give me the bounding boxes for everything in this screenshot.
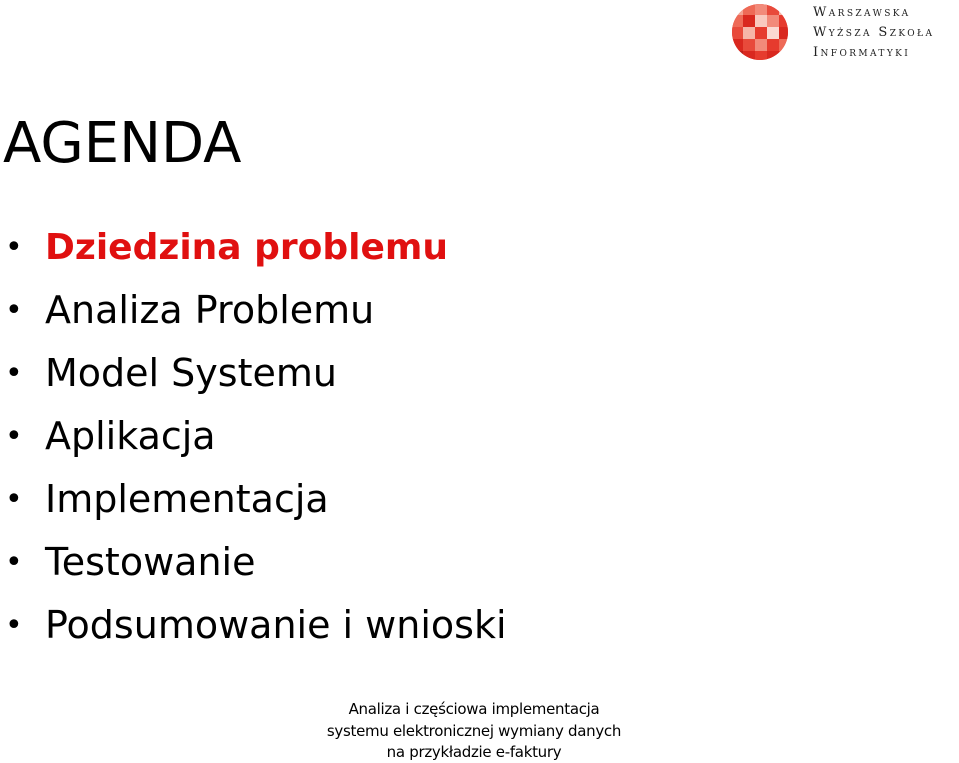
agenda-list xyxy=(0,216,507,657)
slide-footer xyxy=(300,699,648,763)
bullet-icon: • xyxy=(5,356,23,391)
agenda-item xyxy=(0,279,507,342)
footer-line-3: na przykładzie e-faktury xyxy=(386,743,562,761)
university-name-line-2: Wyższa Szkoła xyxy=(813,25,935,40)
university-name-line-1: Warszawska xyxy=(813,5,911,20)
agenda-item xyxy=(0,342,507,405)
bullet-icon: • xyxy=(5,230,23,265)
university-name xyxy=(813,3,957,63)
footer-line-1: Analiza i częściowa implementacja xyxy=(348,700,600,718)
agenda-item xyxy=(0,531,507,594)
slide-title: AGENDA xyxy=(3,111,242,176)
footer-line-2: systemu elektronicznej wymiany danych xyxy=(326,721,622,740)
university-logo xyxy=(731,3,957,63)
agenda-item xyxy=(0,405,507,468)
agenda-item-label: Analiza Problemu xyxy=(45,288,375,332)
agenda-item-label: Podsumowanie i wnioski xyxy=(45,603,507,647)
agenda-item-label: Dziedzina problemu xyxy=(45,227,449,268)
agenda-item-label: Testowanie xyxy=(45,540,256,584)
agenda-item-label: Model Systemu xyxy=(45,351,337,395)
bullet-icon: • xyxy=(5,608,23,643)
university-logo-mark-icon xyxy=(731,3,789,61)
university-name-line-3: Informatyki xyxy=(813,45,911,60)
agenda-item xyxy=(0,468,507,531)
bullet-icon: • xyxy=(5,293,23,328)
bullet-icon: • xyxy=(5,545,23,580)
bullet-icon: • xyxy=(5,419,23,454)
agenda-item xyxy=(0,216,507,279)
agenda-item-label: Aplikacja xyxy=(45,414,216,458)
agenda-item xyxy=(0,594,507,657)
agenda-item-label: Implementacja xyxy=(45,477,329,521)
bullet-icon: • xyxy=(5,482,23,517)
